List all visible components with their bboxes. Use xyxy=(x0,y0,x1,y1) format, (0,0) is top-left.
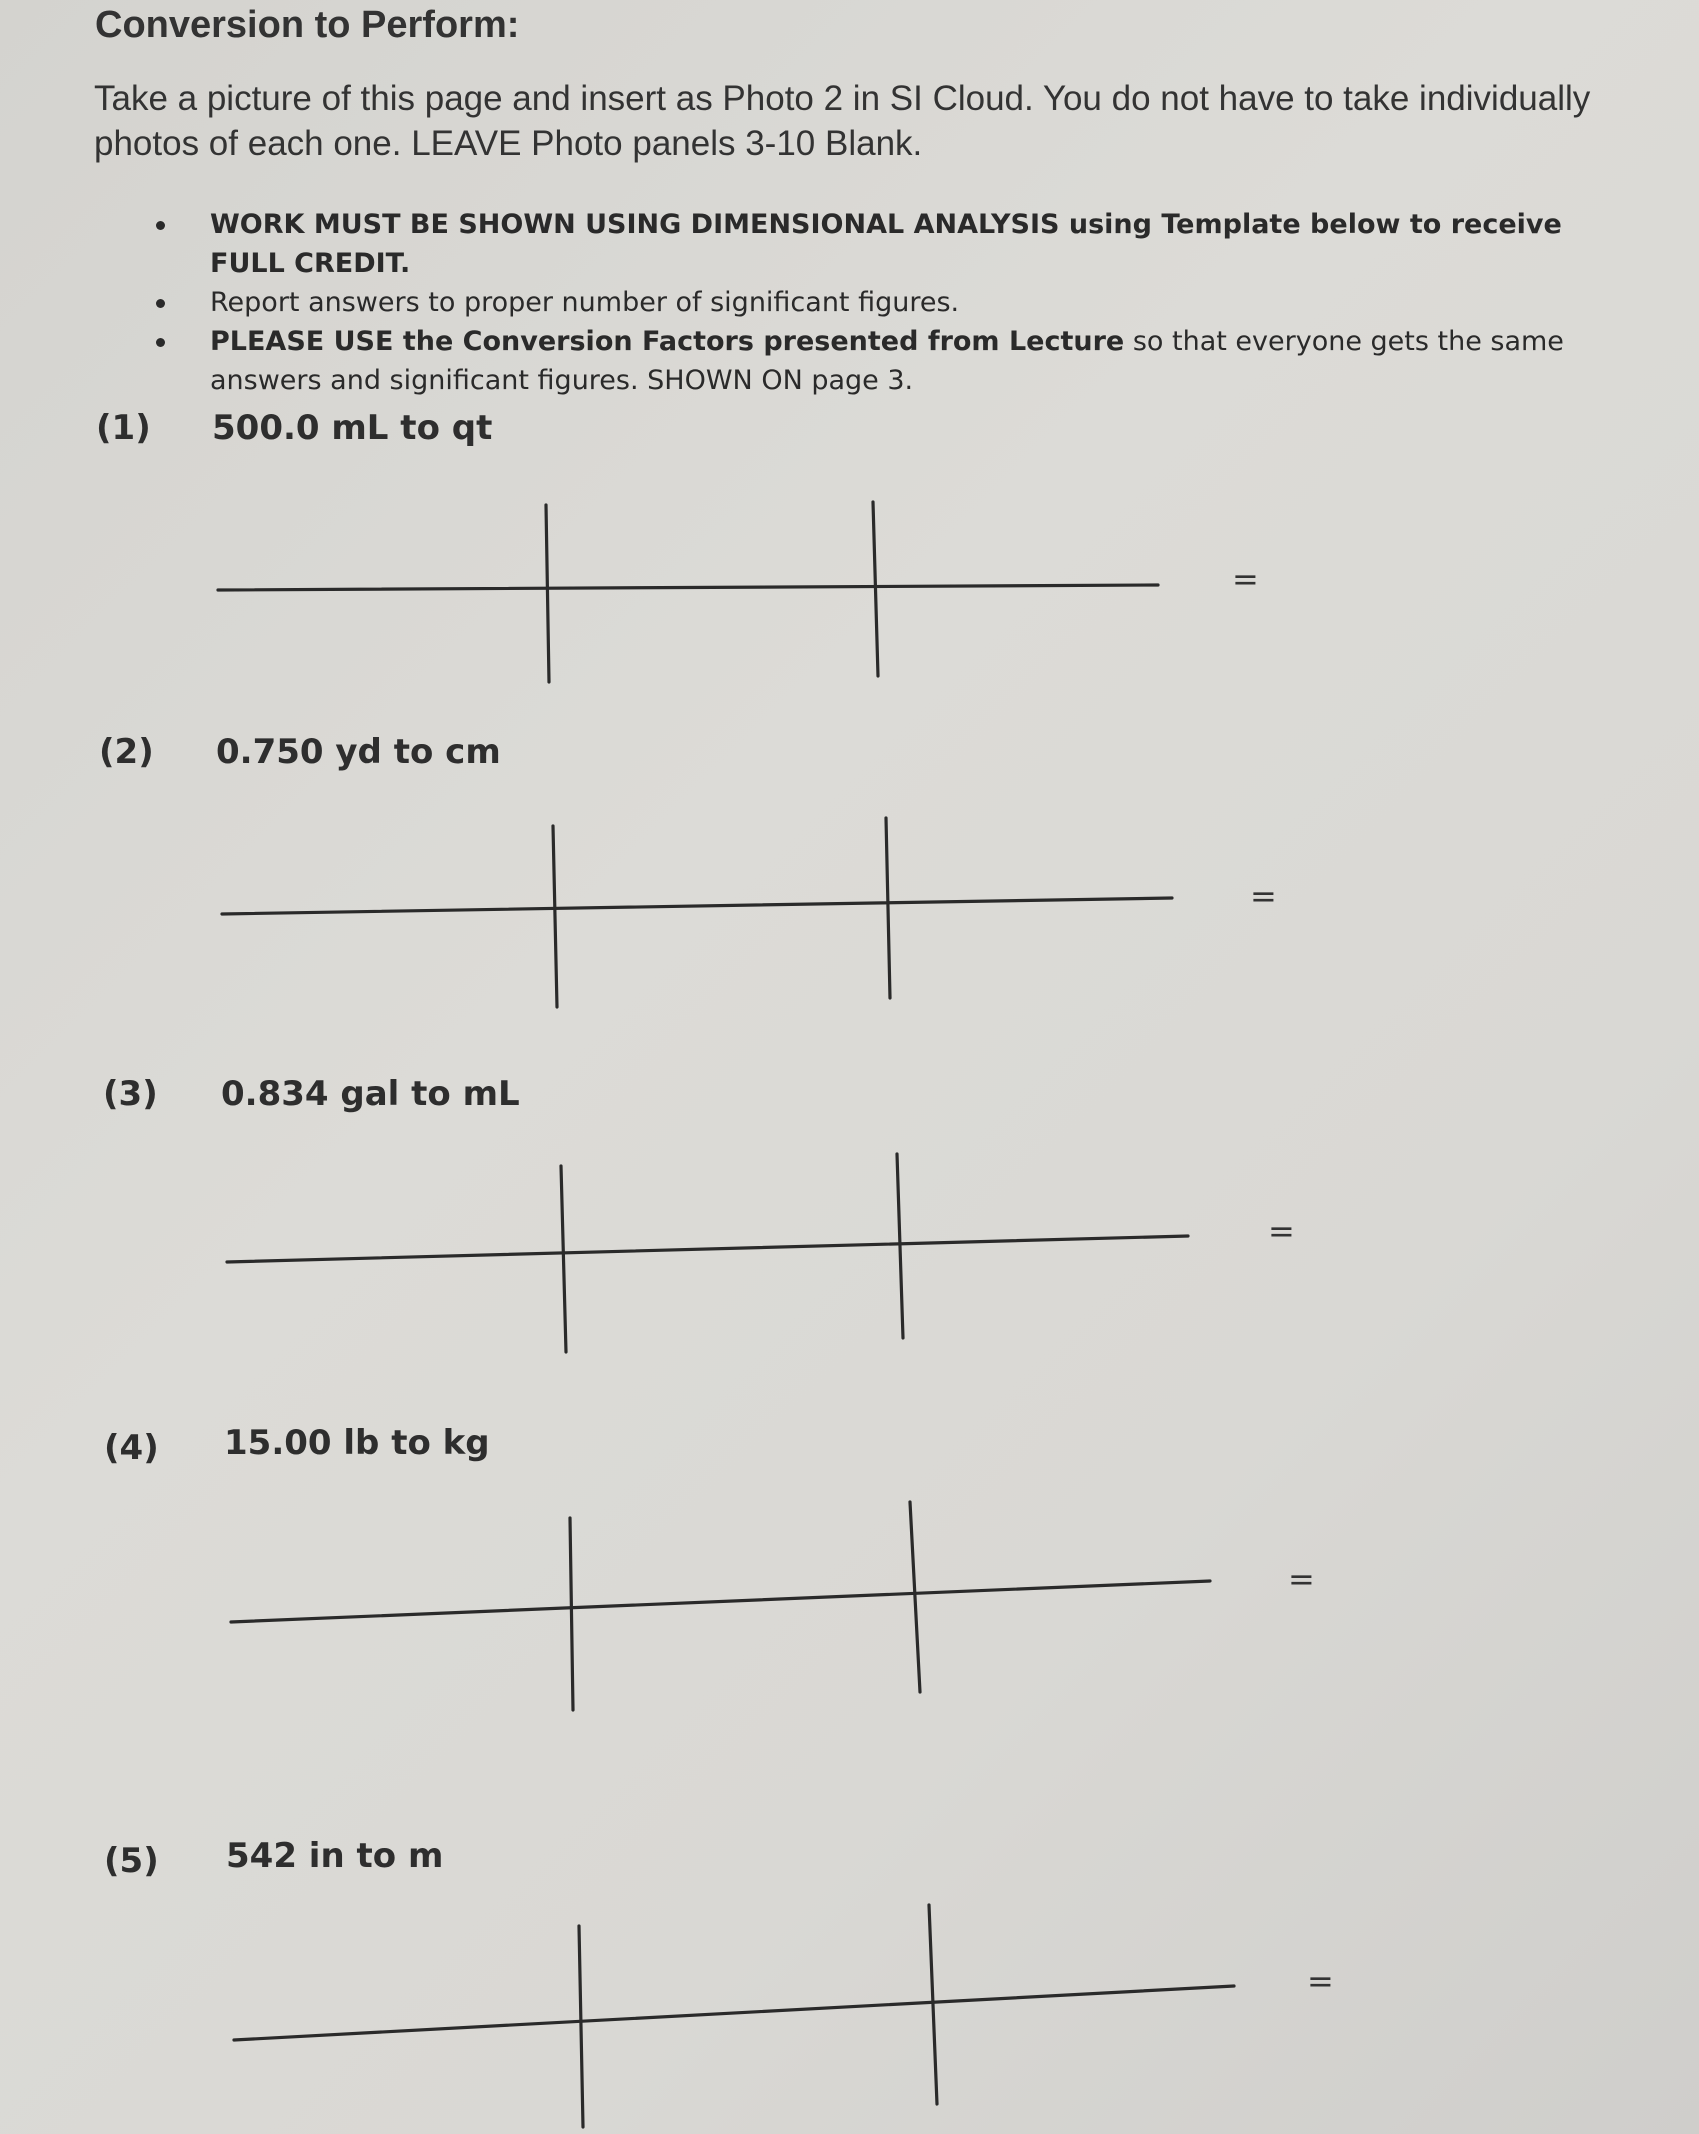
template-4-fraction-line xyxy=(231,1581,1210,1622)
problem-text-2: 0.750 yd to cm xyxy=(216,732,501,772)
instruction-item xyxy=(150,283,1630,322)
problem-text-5: 542 in to m xyxy=(226,1836,444,1876)
instruction-item xyxy=(150,205,1630,283)
equals-sign-4: = xyxy=(1288,1560,1315,1598)
page-heading: Conversion to Perform: xyxy=(95,4,520,46)
template-3-divider-2 xyxy=(897,1154,903,1338)
equals-sign-5: = xyxy=(1307,1962,1334,2000)
instruction-item xyxy=(150,322,1630,400)
instructions-list xyxy=(150,205,1630,400)
equals-sign-1: = xyxy=(1232,560,1259,598)
problem-number-4: (4) xyxy=(104,1428,159,1468)
template-2 xyxy=(222,818,1172,1007)
problem-text-1: 500.0 mL to qt xyxy=(212,408,493,448)
template-4-divider-2 xyxy=(910,1502,920,1692)
instruction-bold-text: WORK MUST BE SHOWN USING DIMENSIONAL ANALYSIS using Template below to receive FULL CREDIT. xyxy=(210,209,1562,279)
instruction-text: Report answers to proper number of significant figures. xyxy=(210,287,960,318)
equals-sign-2: = xyxy=(1250,877,1277,915)
template-3-divider-1 xyxy=(561,1166,566,1352)
instruction-bold-text: PLEASE USE the Conversion Factors presented from Lecture xyxy=(210,326,1125,357)
template-2-divider-1 xyxy=(553,826,557,1007)
instruction-text: so that everyone gets the same answers and significant figures. SHOWN ON page 3. xyxy=(210,326,1564,396)
template-1 xyxy=(218,502,1158,682)
template-5-divider-1 xyxy=(579,1926,583,2127)
template-5-divider-2 xyxy=(929,1905,937,2104)
intro-paragraph: Take a picture of this page and insert as Photo 2 in SI Cloud. You do not have to take individually photos of each one. LEAVE Photo panels 3-10 Blank. xyxy=(94,79,1591,163)
template-1-divider-2 xyxy=(873,502,878,676)
template-4-divider-1 xyxy=(570,1518,573,1710)
template-1-fraction-line xyxy=(218,585,1158,590)
problem-number-5: (5) xyxy=(104,1841,159,1881)
template-3 xyxy=(227,1154,1188,1352)
problem-text-4: 15.00 lb to kg xyxy=(224,1423,490,1463)
template-3-fraction-line xyxy=(227,1236,1188,1262)
template-1-divider-1 xyxy=(546,505,549,682)
problem-number-2: (2) xyxy=(99,732,154,772)
template-4 xyxy=(231,1502,1210,1710)
problem-number-1: (1) xyxy=(96,408,151,448)
equals-sign-3: = xyxy=(1268,1212,1295,1250)
template-2-divider-2 xyxy=(886,818,890,998)
template-5-fraction-line xyxy=(234,1986,1234,2040)
problem-text-3: 0.834 gal to mL xyxy=(221,1074,520,1114)
template-5 xyxy=(234,1905,1234,2127)
problem-number-3: (3) xyxy=(103,1074,158,1114)
template-2-fraction-line xyxy=(222,898,1172,914)
